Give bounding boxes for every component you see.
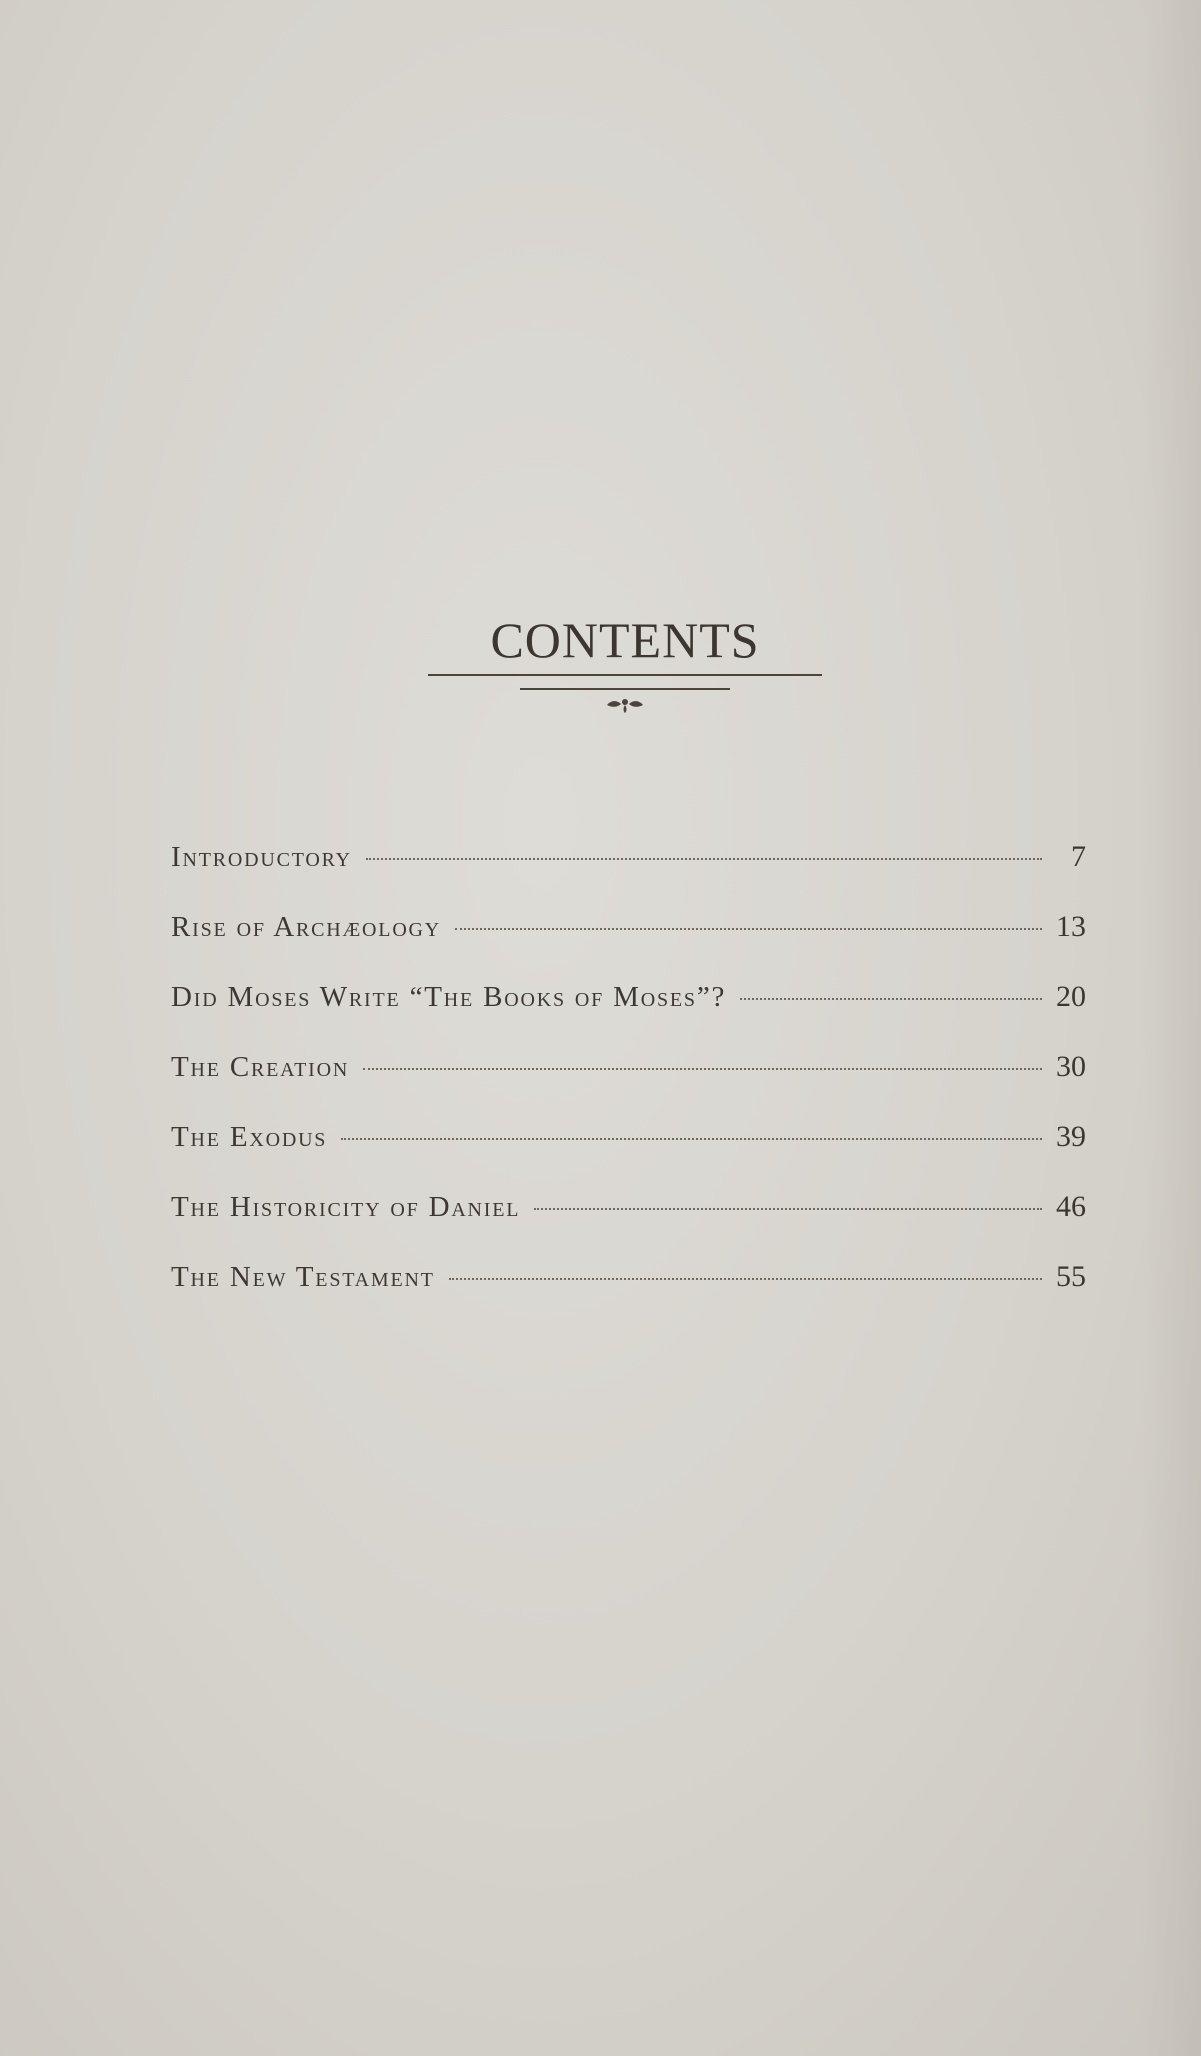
toc-entry-title: The Historicity of Daniel [171,1191,521,1223]
title-block [428,608,822,714]
toc-entry[interactable] [171,1120,1086,1190]
fleuron-ornament-icon [601,694,649,714]
toc-entry-page: 7 [1071,840,1086,873]
toc-entry-title: The Exodus [171,1121,328,1153]
toc-entry-page: 55 [1056,1260,1086,1293]
toc-entry[interactable] [171,840,1086,910]
toc-entry-title: Did Moses Write “The Books of Moses”? [171,981,727,1013]
toc-entry-title: Introductory [171,841,352,873]
toc-dot-leader [740,998,1042,1000]
page-title: CONTENTS [490,612,760,668]
toc-entry-page: 20 [1056,980,1086,1013]
toc-entry-title: The Creation [171,1051,350,1083]
toc-entry-page: 30 [1056,1050,1086,1083]
page-edge-shadow [1141,0,1201,2056]
toc-dot-leader [534,1208,1042,1210]
toc-entry[interactable] [171,980,1086,1050]
toc-dot-leader [455,928,1042,930]
title-underline [428,674,822,676]
toc-entry-title: The New Testament [171,1261,435,1293]
toc-entry-title: Rise of Archæology [171,911,442,943]
toc-dot-leader [363,1068,1042,1070]
toc-entry[interactable] [171,1050,1086,1120]
title-short-rule [520,688,730,690]
toc-dot-leader [366,858,1042,860]
toc-dot-leader [449,1278,1042,1280]
toc-entry[interactable] [171,1260,1086,1330]
toc-entry-page: 39 [1056,1120,1086,1153]
table-of-contents [171,840,1086,1330]
toc-entry-page: 13 [1056,910,1086,943]
toc-entry[interactable] [171,910,1086,980]
toc-dot-leader [341,1138,1042,1140]
toc-entry-page: 46 [1056,1190,1086,1223]
toc-entry[interactable] [171,1190,1086,1260]
